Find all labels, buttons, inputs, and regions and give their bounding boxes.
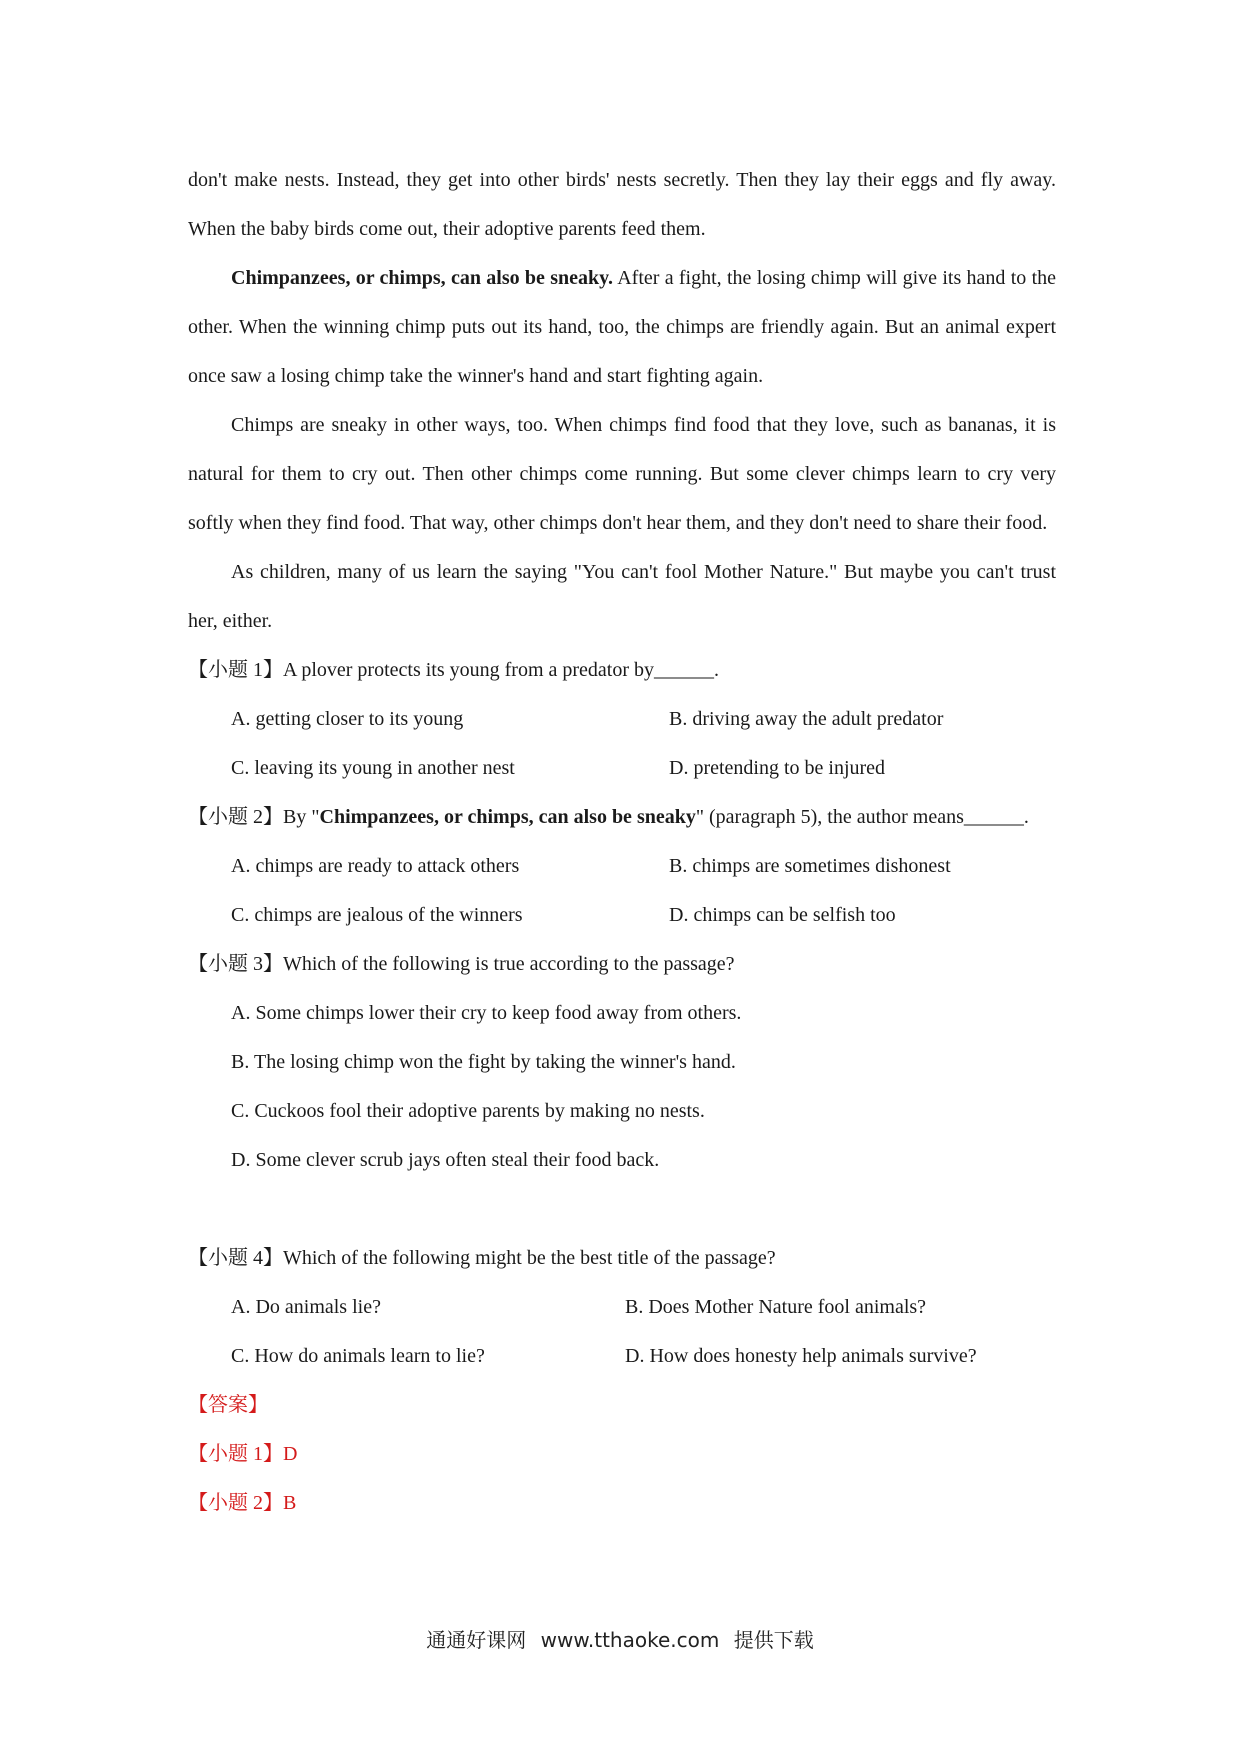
option-d: D. chimps can be selfish too	[669, 904, 896, 926]
question-label: 【小题 1】	[188, 659, 283, 681]
question-1	[188, 646, 1056, 695]
option-b: B. The losing chimp won the fight by taking the winner's hand.	[231, 1051, 736, 1073]
option-b: B. Does Mother Nature fool animals?	[625, 1296, 927, 1318]
passage-paragraph: As children, many of us learn the saying "You can't fool Mother Nature." But maybe you can't trust her, either.	[188, 561, 1056, 632]
option-d: D. pretending to be injured	[669, 757, 886, 779]
options-row	[188, 744, 1056, 793]
option-d: D. Some clever scrub jays often steal their food back.	[231, 1149, 660, 1171]
options-row	[188, 695, 1056, 744]
question-text: A plover protects its young from a predator by______.	[283, 659, 720, 681]
spacer	[188, 1185, 1056, 1234]
question-label: 【小题 2】	[188, 806, 283, 828]
passage-paragraph: Chimps are sneaky in other ways, too. When chimps find food that they love, such as bananas, it is natural for them to cry out. Then other chimps come running. But some clever chimps learn to cry very softly when they find food. That way, other chimps don't hear them, and they don't need to share their food.	[188, 414, 1056, 534]
answer-1: 【小题 1】D	[188, 1443, 298, 1465]
question-text: " (paragraph 5), the author means______.	[695, 806, 1029, 828]
option-c: C. How do animals learn to lie?	[231, 1345, 485, 1367]
options-row	[188, 842, 1056, 891]
question-4	[188, 1234, 1056, 1283]
passage-paragraph: don't make nests. Instead, they get into other birds' nests secretly. Then they lay their eggs and fly away. When the baby birds come out, their adoptive parents feed them.	[188, 169, 1056, 240]
page-footer	[0, 1624, 1240, 1653]
question-text: Which of the following is true according to the passage?	[283, 953, 735, 975]
options-row	[188, 1332, 1056, 1381]
bold-lead-sentence: Chimpanzees, or chimps, can also be sneaky.	[231, 267, 614, 289]
option-a: A. chimps are ready to attack others	[231, 855, 520, 877]
answer-heading: 【答案】	[188, 1394, 268, 1416]
question-3	[188, 940, 1056, 989]
answer-2: 【小题 2】B	[188, 1492, 297, 1514]
paragraph-text: After a fight, the losing chimp will give its hand to the other. When the winning chimp puts out its hand, too, the chimps are friendly again. But an animal expert once saw a losing chimp take the winner's hand and start fighting again.	[188, 267, 1057, 387]
options-row	[188, 891, 1056, 940]
site-name: 通通好课网	[426, 1628, 527, 1652]
question-text: Which of the following might be the best title of the passage?	[283, 1247, 776, 1269]
quoted-sentence: Chimpanzees, or chimps, can also be sneaky	[319, 806, 696, 828]
option-c: C. Cuckoos fool their adoptive parents by making no nests.	[231, 1100, 705, 1122]
option-c: C. chimps are jealous of the winners	[231, 904, 523, 926]
option-b: B. driving away the adult predator	[669, 708, 944, 730]
option-b: B. chimps are sometimes dishonest	[669, 855, 951, 877]
question-2	[188, 793, 1056, 842]
option-c: C. leaving its young in another nest	[231, 757, 515, 779]
question-text: By "	[283, 806, 320, 828]
option-a: A. Some chimps lower their cry to keep food away from others.	[231, 1002, 742, 1024]
option-a: A. getting closer to its young	[231, 708, 464, 730]
document-page	[188, 156, 1056, 1528]
option-d: D. How does honesty help animals survive?	[625, 1345, 977, 1367]
question-label: 【小题 3】	[188, 953, 283, 975]
passage-paragraph	[188, 254, 1056, 401]
options-row	[188, 1283, 1056, 1332]
footer-suffix: 提供下载	[733, 1628, 814, 1652]
option-a: A. Do animals lie?	[231, 1296, 381, 1318]
question-label: 【小题 4】	[188, 1247, 283, 1269]
site-url[interactable]: www.tthaoke.com	[540, 1628, 720, 1652]
